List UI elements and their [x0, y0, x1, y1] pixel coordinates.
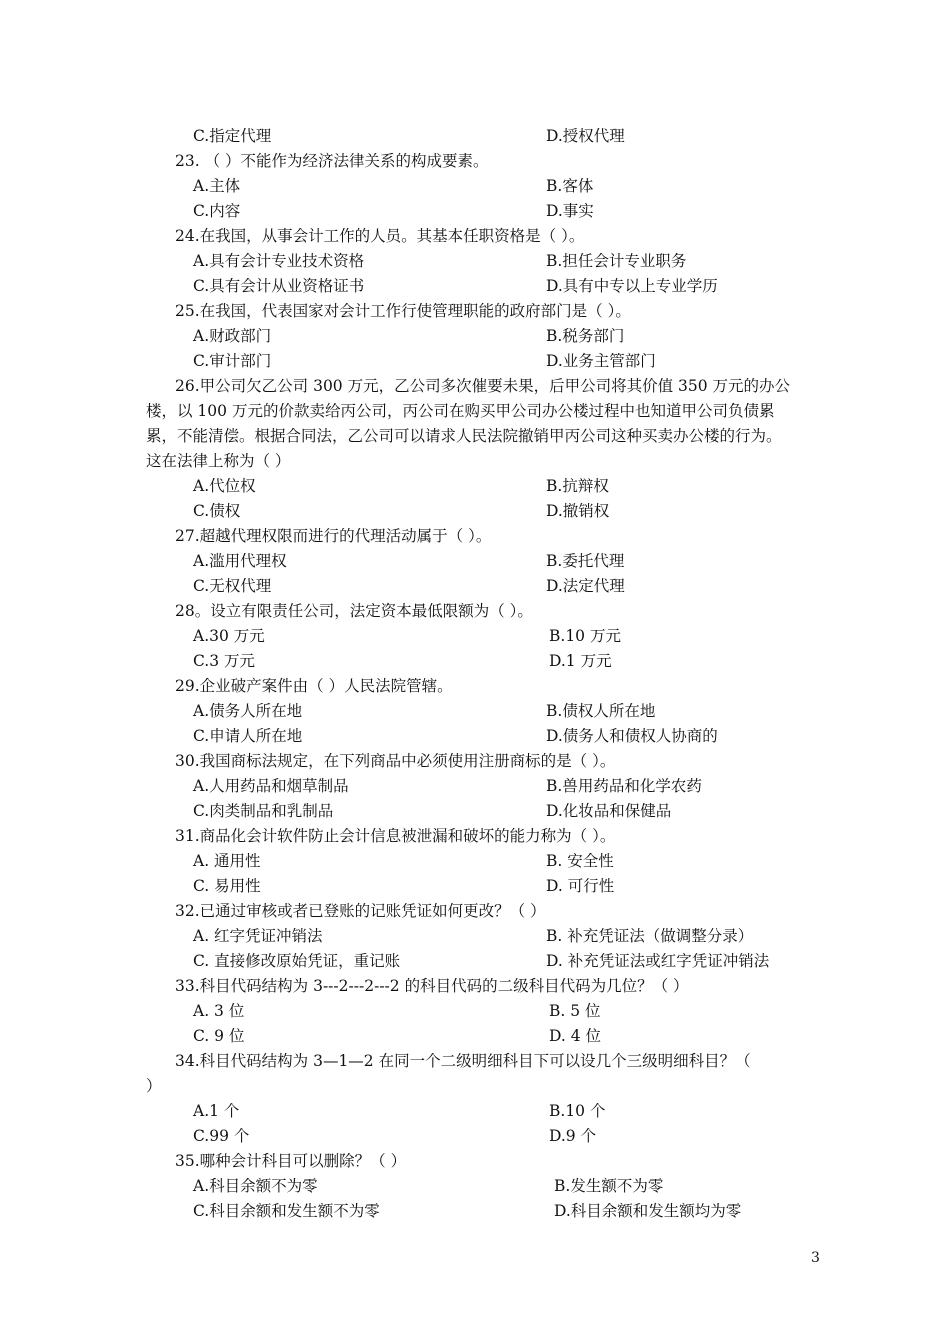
option-24d: D.具有中专以上专业学历 — [546, 277, 718, 295]
question-35: 35.哪种会计科目可以删除？（ ） — [175, 1152, 407, 1170]
option-29d: D.债务人和债权人协商的 — [546, 727, 718, 745]
option-31a: A. 通用性 — [193, 852, 261, 870]
option-26b: B.抗辩权 — [546, 477, 609, 495]
option-22d: D.授权代理 — [546, 127, 625, 145]
option-32c: C. 直接修改原始凭证，重记账 — [193, 952, 401, 970]
option-35a: A.科目余额不为零 — [193, 1177, 318, 1195]
option-24a: A.具有会计专业技术资格 — [193, 252, 365, 270]
question-28: 28。设立有限责任公司，法定资本最低限额为（ ）。 — [175, 602, 533, 620]
question-32: 32.已通过审核或者已登账的记账凭证如何更改？（ ） — [175, 902, 546, 920]
question-26-line-2: 楼，以 100 万元的价款卖给丙公司，丙公司在购买甲公司办公楼过程中也知道甲公司负债累 — [146, 402, 775, 420]
option-30c: C.肉类制品和乳制品 — [193, 802, 334, 820]
option-31c: C. 易用性 — [193, 877, 261, 895]
option-23d: D.事实 — [546, 202, 594, 220]
question-27: 27.超越代理权限而进行的代理活动属于（ ）。 — [175, 527, 492, 545]
option-27d: D.法定代理 — [546, 577, 625, 595]
option-28d: D.1 万元 — [549, 652, 612, 670]
question-33: 33.科目代码结构为 3---2---2---2 的科目代码的二级科目代码为几位？（ ） — [175, 977, 689, 995]
option-32a: A. 红字凭证冲销法 — [193, 927, 323, 945]
option-33b: B. 5 位 — [549, 1002, 601, 1020]
question-26-line-3: 累，不能清偿。根据合同法，乙公司可以请求人民法院撤销甲丙公司这种买卖办公楼的行为。 — [146, 427, 782, 445]
question-26-line-4: 这在法律上称为（ ） — [146, 452, 291, 470]
option-23b: B.客体 — [546, 177, 594, 195]
option-25c: C.审计部门 — [193, 352, 272, 370]
option-25b: B.税务部门 — [546, 327, 625, 345]
option-31d: D. 可行性 — [546, 877, 615, 895]
option-34a: A.1 个 — [193, 1102, 240, 1120]
option-24c: C.具有会计从业资格证书 — [193, 277, 365, 295]
option-25d: D.业务主管部门 — [546, 352, 656, 370]
option-34b: B.10 个 — [549, 1102, 606, 1120]
option-22c: C.指定代理 — [193, 127, 272, 145]
option-27c: C.无权代理 — [193, 577, 272, 595]
option-33d: D. 4 位 — [549, 1027, 602, 1045]
option-24b: B.担任会计专业职务 — [546, 252, 687, 270]
option-34d: D.9 个 — [549, 1127, 597, 1145]
option-29a: A.债务人所在地 — [193, 702, 303, 720]
option-35c: C.科目余额和发生额不为零 — [193, 1202, 380, 1220]
option-23c: C.内容 — [193, 202, 241, 220]
option-34c: C.99 个 — [193, 1127, 250, 1145]
option-26c: C.债权 — [193, 502, 241, 520]
option-35b: B.发生额不为零 — [554, 1177, 664, 1195]
option-28a: A.30 万元 — [193, 627, 265, 645]
option-35d: D.科目余额和发生额均为零 — [554, 1202, 742, 1220]
option-28b: B.10 万元 — [549, 627, 621, 645]
question-29: 29.企业破产案件由（ ）人民法院管辖。 — [175, 677, 453, 695]
option-26a: A.代位权 — [193, 477, 256, 495]
option-27b: B.委托代理 — [546, 552, 625, 570]
option-33a: A. 3 位 — [193, 1002, 245, 1020]
question-34-line-2: ） — [146, 1077, 162, 1095]
question-26-line-1: 26.甲公司欠乙公司 300 万元，乙公司多次催要未果，后甲公司将其价值 350 万元的办公 — [175, 377, 791, 395]
option-32b: B. 补充凭证法（做调整分录） — [546, 927, 754, 945]
question-34-line-1: 34.科目代码结构为 3—1—2 在同一个二级明细科目下可以设几个三级明细科目？（ — [175, 1052, 751, 1070]
option-31b: B. 安全性 — [546, 852, 614, 870]
question-25: 25.在我国，代表国家对会计工作行使管理职能的政府部门是（ ）。 — [175, 302, 631, 320]
option-29c: C.申请人所在地 — [193, 727, 303, 745]
option-28c: C.3 万元 — [193, 652, 256, 670]
option-30a: A.人用药品和烟草制品 — [193, 777, 349, 795]
page-number: 3 — [811, 1250, 820, 1266]
option-26d: D.撤销权 — [546, 502, 610, 520]
option-30b: B.兽用药品和化学农药 — [546, 777, 702, 795]
option-25a: A.财政部门 — [193, 327, 272, 345]
option-30d: D.化妆品和保健品 — [546, 802, 672, 820]
question-31: 31.商品化会计软件防止会计信息被泄漏和破坏的能力称为（ ）。 — [175, 827, 616, 845]
option-33c: C. 9 位 — [193, 1027, 245, 1045]
option-29b: B.债权人所在地 — [546, 702, 656, 720]
question-23: 23. （ ）不能作为经济法律关系的构成要素。 — [175, 152, 489, 170]
option-23a: A.主体 — [193, 177, 241, 195]
option-27a: A.滥用代理权 — [193, 552, 287, 570]
question-30: 30.我国商标法规定，在下列商品中必须使用注册商标的是（ ）。 — [175, 752, 616, 770]
question-24: 24.在我国，从事会计工作的人员。其基本任职资格是（ ）。 — [175, 227, 585, 245]
option-32d: D. 补充凭证法或红字凭证冲销法 — [546, 952, 770, 970]
